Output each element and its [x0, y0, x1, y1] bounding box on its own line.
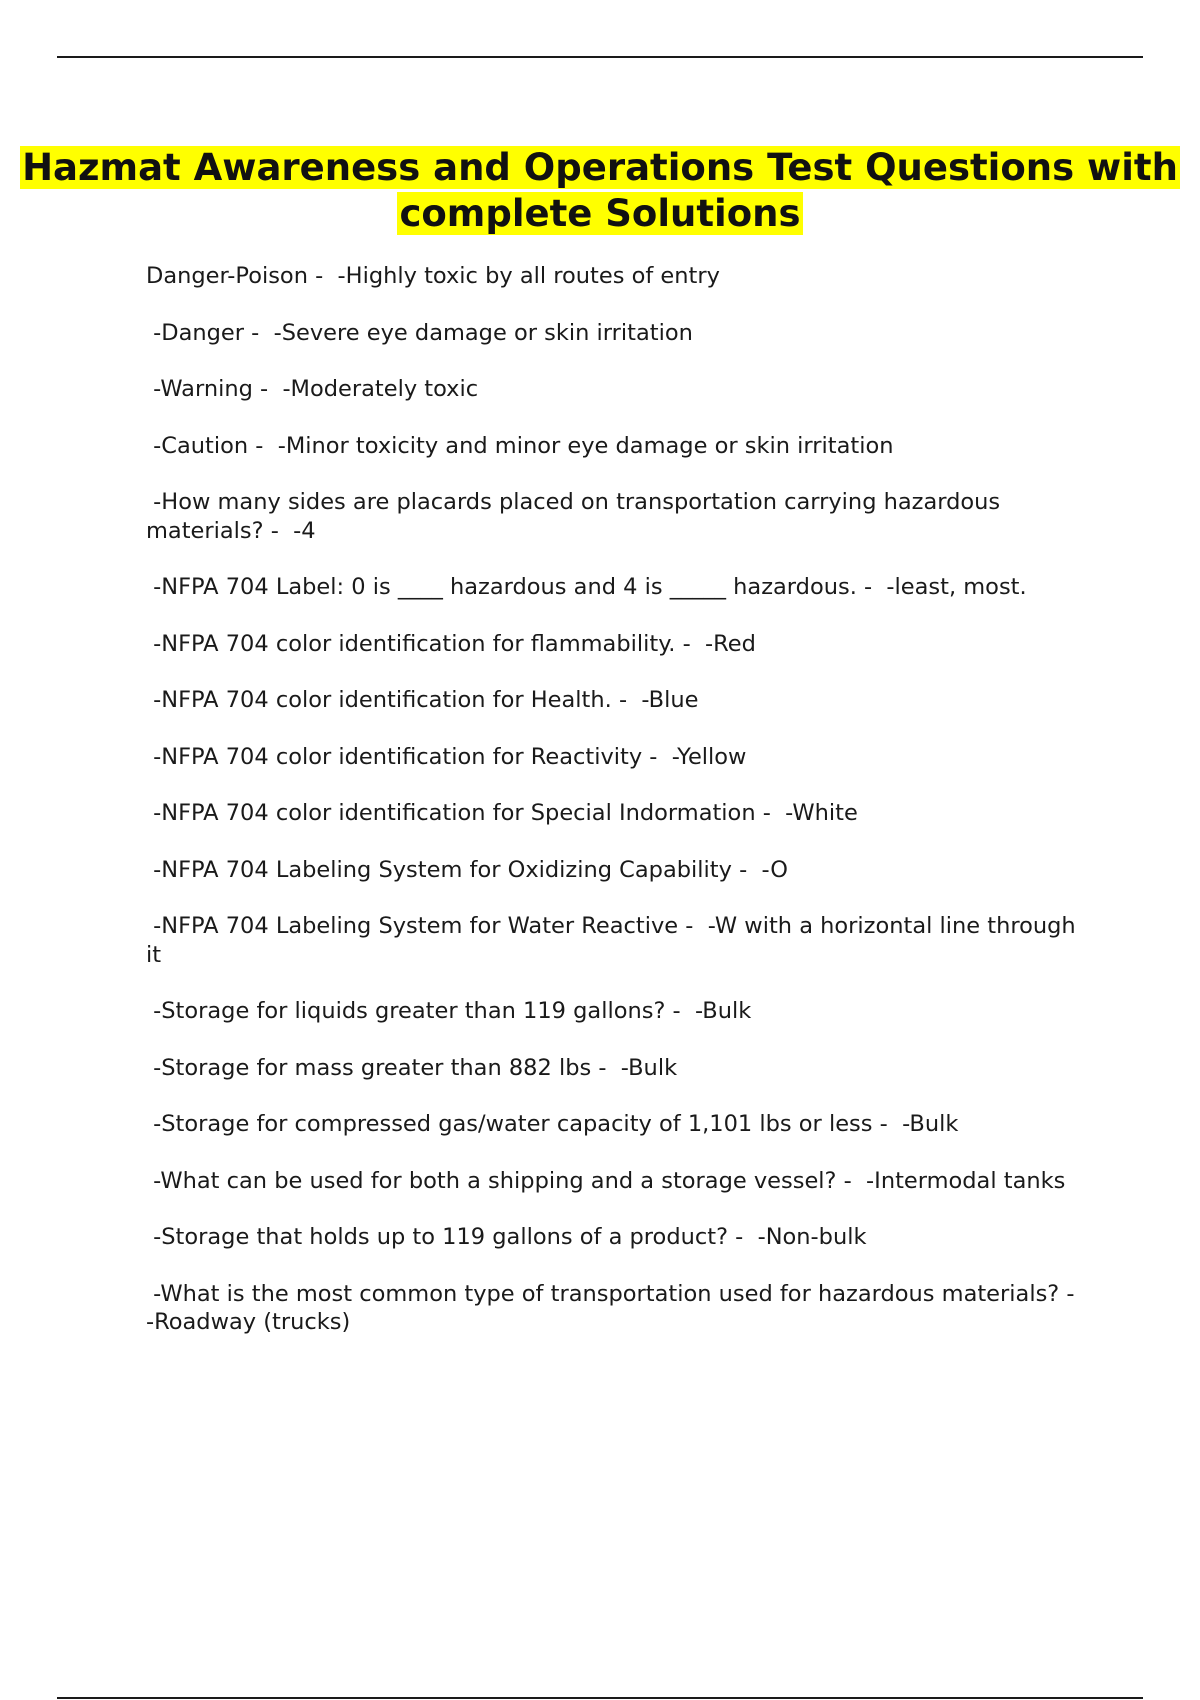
qa-item: Danger-Poison - -Highly toxic by all routes of entry [146, 263, 720, 289]
qa-item: -Storage for liquids greater than 119 gallons? - -Bulk [146, 998, 752, 1024]
qa-list [146, 262, 1089, 1365]
qa-item: -NFPA 704 color identification for flammability. - -Red [146, 630, 756, 657]
qa-item: -Danger - -Severe eye damage or skin irritation [146, 319, 693, 346]
qa-item: -Storage that holds up to 119 gallons of a product? - -Non-bulk [146, 1224, 867, 1250]
title-block [0, 145, 1200, 237]
qa-item: -How many sides are placards placed on transportation carrying hazardous materials? - -4 [146, 489, 1008, 544]
qa-item: -What can be used for both a shipping and a storage vessel? - -Intermodal tanks [146, 1167, 1066, 1194]
qa-item: -Warning - -Moderately toxic [146, 376, 479, 402]
top-divider-line [57, 56, 1143, 58]
qa-item: -NFPA 704 color identification for Special Indormation - -White [146, 800, 858, 826]
qa-item: -What is the most common type of transportation used for hazardous materials? - -Roadway (trucks) [146, 1280, 1089, 1335]
qa-item: -Storage for compressed gas/water capacity of 1,101 lbs or less - -Bulk [146, 1111, 959, 1137]
qa-item: -NFPA 704 Labeling System for Water Reactive - -W with a horizontal line through it [146, 913, 1083, 968]
bottom-divider-line [57, 1697, 1143, 1699]
qa-item: -NFPA 704 color identification for Reactivity - -Yellow [146, 743, 747, 770]
qa-item: -NFPA 704 Label: 0 is ____ hazardous and 4 is _____ hazardous. - -least, most. [146, 574, 1027, 600]
qa-item: -Storage for mass greater than 882 lbs - -Bulk [146, 1054, 678, 1081]
page-title: Hazmat Awareness and Operations Test Questions with complete Solutions [22, 146, 1178, 235]
qa-item: -NFPA 704 color identification for Health. - -Blue [146, 687, 699, 713]
qa-item: -Caution - -Minor toxicity and minor eye damage or skin irritation [146, 432, 894, 459]
qa-item: -NFPA 704 Labeling System for Oxidizing Capability - -O [146, 856, 788, 883]
